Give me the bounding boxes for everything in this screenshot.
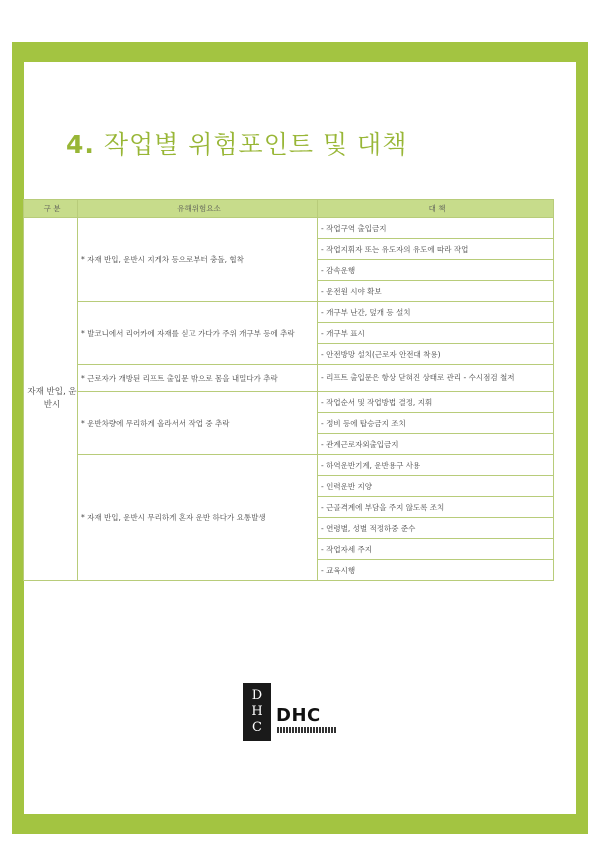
measure-cell: - 교육시행 [318,560,554,581]
measure-cell: - 안전방망 설치(근로자 안전대 착용) [318,344,554,365]
table-row [24,392,554,413]
measure-cell: - 근골격계에 부담을 주지 않도록 조치 [318,497,554,518]
header-measures: 대 책 [318,200,554,218]
category-cell: 자재 반입, 운반시 [24,218,78,581]
measure-cell: - 개구부 표시 [318,323,554,344]
logo-mark: D H C [243,683,271,741]
hazard-cell: * 발코니에서 리어카에 자재를 싣고 가다가 주위 개구부 등에 추락 [78,302,318,365]
table-row [24,302,554,323]
section-title-text: 작업별 위험포인트 및 대책 [103,130,408,159]
hazard-cell: * 자재 반입, 운반시 지게차 등으로부터 충돌, 협착 [78,218,318,302]
measure-cell: - 연령별, 성별 적정하중 준수 [318,518,554,539]
table-header-row [24,200,554,218]
header-category: 구 분 [24,200,78,218]
company-logo [243,683,343,743]
measure-cell: - 감속운행 [318,260,554,281]
measure-cell: - 관계근로자외출입금지 [318,434,554,455]
hazard-cell: * 자재 반입, 운반시 무리하게 혼자 운반 하다가 요통발생 [78,455,318,581]
table-row [24,218,554,239]
logo-name: DHC [276,705,321,726]
measure-cell: - 개구부 난간, 덮개 등 설치 [318,302,554,323]
hazard-cell: * 운반차량에 무리하게 올라서서 작업 중 추락 [78,392,318,455]
header-hazard: 유해위험요소 [78,200,318,218]
section-title [66,125,407,161]
table-row [24,455,554,476]
measure-cell: - 작업자세 주지 [318,539,554,560]
measure-cell: - 작업순서 및 작업방법 결정, 지휘 [318,392,554,413]
measure-cell: - 인력운반 지양 [318,476,554,497]
measure-cell: - 작업구역 출입금지 [318,218,554,239]
table-row [24,365,554,392]
measure-cell: - 운전원 시야 확보 [318,281,554,302]
logo-subtitle-graphic [277,727,337,733]
measure-cell: - 작업지휘자 또는 유도자의 유도에 따라 작업 [318,239,554,260]
measure-cell: - 하역운반기계, 운반용구 사용 [318,455,554,476]
measure-cell: - 리프트 출입문은 항상 닫혀진 상태로 관리 - 수시점검 철저 [318,365,554,392]
section-number: 4. [66,130,95,159]
hazard-table [23,199,554,581]
hazard-cell: * 근로자가 개방된 리프트 출입문 밖으로 몸을 내밀다가 추락 [78,365,318,392]
measure-cell: - 정비 등에 탑승금지 조치 [318,413,554,434]
